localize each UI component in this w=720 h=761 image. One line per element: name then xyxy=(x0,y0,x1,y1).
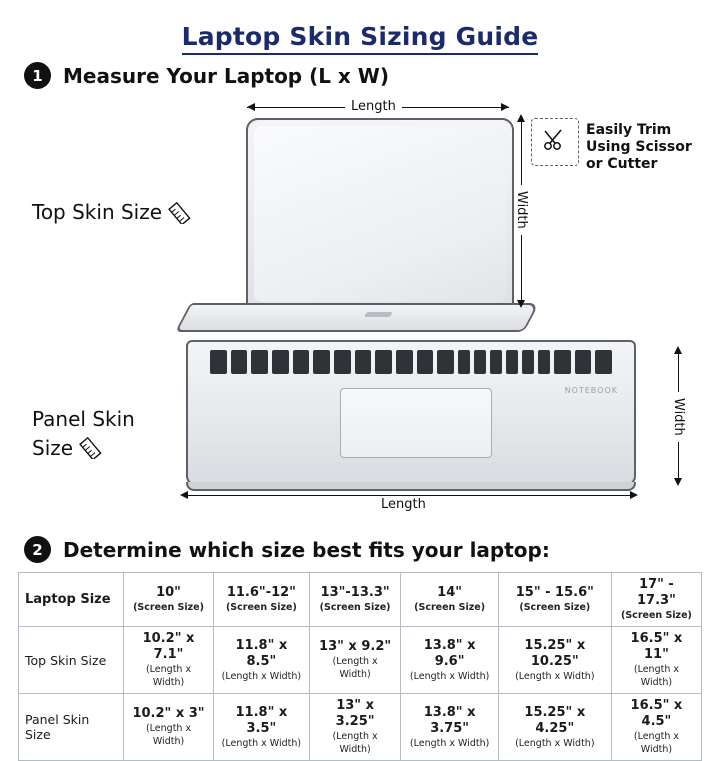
table-cell-sub: (Length x Width) xyxy=(515,670,595,682)
lid-width-arrow-up xyxy=(517,114,525,122)
key-small xyxy=(474,350,486,374)
key xyxy=(575,350,592,374)
table-cell xyxy=(124,627,214,694)
table-header-main: 17" - 17.3" xyxy=(637,577,676,608)
table-header-main: 11.6"-12" xyxy=(226,585,296,600)
lid-width-label: Width xyxy=(514,185,529,235)
table-header-cell xyxy=(124,573,214,627)
table-header-cell xyxy=(309,573,401,627)
deck-length-arrow-left xyxy=(180,491,188,499)
table-header-main: 14" xyxy=(437,585,463,600)
table-header-sub: (Screen Size) xyxy=(133,602,204,613)
key xyxy=(375,350,392,374)
trim-icon-box xyxy=(531,118,579,166)
table-cell-main: 13" x 9.2" xyxy=(319,639,392,654)
table-cell-main: 11.8" x 3.5" xyxy=(235,704,288,736)
table-row xyxy=(19,627,702,694)
table-header-cell xyxy=(498,573,611,627)
key xyxy=(293,350,310,374)
step-2-label: Determine which size best fits your laptop: xyxy=(63,537,550,562)
table-cell xyxy=(214,627,310,694)
table-cell-sub: (Length x Width) xyxy=(633,731,679,755)
key xyxy=(272,350,289,374)
key xyxy=(437,350,454,374)
table-cell-sub: (Length x Width) xyxy=(515,737,595,749)
table-cell-sub: (Length x Width) xyxy=(332,656,378,680)
deck-length-arrow-right xyxy=(630,491,638,499)
table-row-header: Top Skin Size xyxy=(19,627,124,694)
table-cell-main: 10.2" x 3" xyxy=(132,706,205,721)
key-small xyxy=(522,350,534,374)
lid-length-arrow-left xyxy=(247,103,255,111)
table-cell xyxy=(309,694,401,761)
key xyxy=(355,350,372,374)
table-header-cell xyxy=(19,573,124,627)
table-cell xyxy=(498,627,611,694)
key xyxy=(417,350,434,374)
deck-length-dimension-line xyxy=(188,495,630,496)
table-cell-main: 13.8" x 3.75" xyxy=(423,704,476,736)
table-cell-main: 10.2" x 7.1" xyxy=(142,631,195,662)
deck-width-arrow-up xyxy=(674,346,682,354)
laptop-deck-top-view xyxy=(186,340,636,486)
table-header-sub: (Screen Size) xyxy=(225,602,297,613)
trim-line-3: or Cutter xyxy=(586,156,658,172)
step-1-badge: 1 xyxy=(24,62,51,89)
laptop-base-notch xyxy=(364,312,393,317)
panel-skin-size-text-2: Size xyxy=(32,436,74,460)
laptop-base-side xyxy=(175,303,539,332)
deck-length-label: Length xyxy=(375,497,432,512)
table-cell-sub: (Length x Width) xyxy=(409,737,490,749)
key xyxy=(251,350,268,374)
trim-line-1: Easily Trim xyxy=(586,122,672,138)
key xyxy=(334,350,351,374)
table-cell-main: 11.8" x 8.5" xyxy=(235,637,288,669)
lid-length-label: Length xyxy=(345,99,402,114)
table-header-cell xyxy=(611,573,701,627)
table-cell-sub: (Length x Width) xyxy=(633,664,679,688)
table-header-sub: (Screen Size) xyxy=(414,602,486,613)
laptop-lid-top-view xyxy=(246,118,514,310)
table-cell-main: 16.5" x 4.5" xyxy=(630,698,683,729)
table-cell xyxy=(401,694,498,761)
table-cell xyxy=(124,694,214,761)
deck-width-label: Width xyxy=(671,392,686,442)
panel-skin-size-label xyxy=(32,405,172,466)
step-1-label: Measure Your Laptop (L x W) xyxy=(63,63,389,88)
table-cell-main: 16.5" x 11" xyxy=(630,631,683,662)
table-header-sub: (Screen Size) xyxy=(621,610,692,621)
keyboard-row xyxy=(210,350,612,374)
step-2-badge: 2 xyxy=(24,536,51,563)
table-cell xyxy=(214,694,310,761)
key xyxy=(313,350,330,374)
step-2 xyxy=(24,536,550,563)
table-cell xyxy=(401,627,498,694)
table-header-row xyxy=(19,573,702,627)
table-cell-main: 15.25" x 10.25" xyxy=(524,637,586,669)
table-header-main: 10" xyxy=(156,585,181,600)
key-small xyxy=(458,350,470,374)
key-small xyxy=(490,350,502,374)
page-title xyxy=(0,22,720,51)
trackpad xyxy=(340,388,492,458)
ruler-icon xyxy=(168,198,194,229)
trim-line-2: Using Scissor xyxy=(586,139,692,155)
table-cell-main: 15.25" x 4.25" xyxy=(524,704,586,736)
table-cell xyxy=(498,694,611,761)
key-small xyxy=(538,350,550,374)
table-cell-main: 13.8" x 9.6" xyxy=(423,637,476,669)
size-table xyxy=(18,572,702,761)
table-header-cell xyxy=(401,573,498,627)
table-row-header: Panel Skin Size xyxy=(19,694,124,761)
table-cell-sub: (Length x Width) xyxy=(145,723,192,747)
key xyxy=(554,350,571,374)
table-cell xyxy=(309,627,401,694)
table-cell xyxy=(611,627,701,694)
top-skin-size-text: Top Skin Size xyxy=(32,200,163,224)
trim-callout-text xyxy=(586,122,692,173)
laptop-lid-surface xyxy=(254,126,506,302)
key xyxy=(231,350,248,374)
top-skin-size-label xyxy=(32,198,194,229)
lid-length-arrow-right xyxy=(501,103,509,111)
key xyxy=(210,350,227,374)
table-header-main: 13"-13.3" xyxy=(320,585,390,600)
ruler-icon-2 xyxy=(79,433,105,466)
table-cell-sub: (Length x Width) xyxy=(409,670,490,682)
table-header-cell xyxy=(214,573,310,627)
table-header-sub: (Screen Size) xyxy=(319,602,391,613)
table-cell-sub: (Length x Width) xyxy=(221,737,302,749)
key-small xyxy=(506,350,518,374)
table-cell-sub: (Length x Width) xyxy=(145,664,192,688)
page-title-text: Laptop Skin Sizing Guide xyxy=(182,22,539,55)
step-1 xyxy=(24,62,389,89)
panel-skin-size-text-1: Panel Skin xyxy=(32,407,135,431)
table-cell-sub: (Length x Width) xyxy=(332,731,378,755)
table-header-sub: (Screen Size) xyxy=(519,602,591,613)
scissors-icon xyxy=(541,126,569,158)
brand-text: NOTEBOOK xyxy=(564,386,618,395)
key xyxy=(595,350,612,374)
key xyxy=(396,350,413,374)
table-cell-sub: (Length x Width) xyxy=(221,670,302,682)
table-cell xyxy=(611,694,701,761)
table-header-main: Laptop Size xyxy=(25,591,111,607)
table-header-main: 15" - 15.6" xyxy=(515,585,594,600)
table-cell-main: 13" x 3.25" xyxy=(335,698,375,729)
lid-width-arrow-down xyxy=(517,300,525,308)
table-row xyxy=(19,694,702,761)
laptop-deck-front-edge xyxy=(186,482,636,491)
deck-width-arrow-down xyxy=(674,478,682,486)
